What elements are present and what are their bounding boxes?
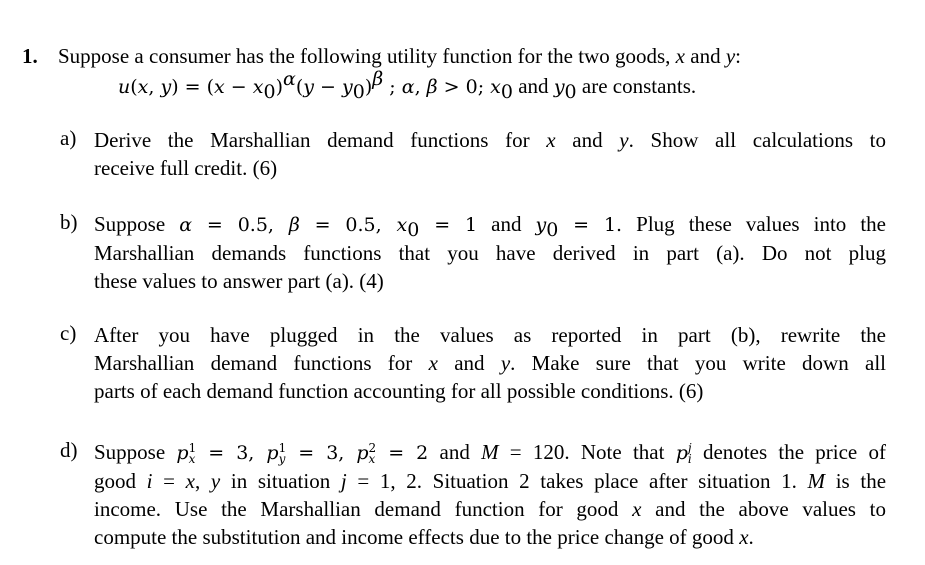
- part-d-label: d): [60, 438, 78, 462]
- question-intro: Suppose a consumer has the following utility function for the two goods, x and y:: [58, 44, 741, 68]
- constants-tail: are constants.: [581, 74, 697, 98]
- part-c-line-1: After you have plugged in the values as reported in part (b), rewrite the: [94, 323, 886, 347]
- part-b-line-3: these values to answer part (a). (4): [94, 269, 384, 293]
- part-d-text: [94, 438, 886, 551]
- part-d-line-3: income. Use the Marshallian demand function for good x and the above values to: [94, 497, 886, 521]
- part-a-line-2: receive full credit. (6): [94, 156, 278, 180]
- part-a-line-1: Derive the Marshallian demand functions for x and y. Show all calculations to: [94, 128, 886, 152]
- part-d-line-2: good i = x, y in situation j = 1, 2. Situation 2 takes place after situation 1. M is the: [94, 469, 887, 493]
- part-c-line-3: parts of each demand function accounting for all possible conditions. (6): [94, 379, 704, 403]
- part-a-label: a): [60, 126, 77, 150]
- utility-function: u(x, $y) = (x - x_0)^\alpha(y - y_0)^\beta$ ; α, β > 0; $x_0$ and $y_0$ are constants.: [118, 68, 697, 104]
- part-c-line-2: Marshallian demand functions for x and y. Make sure that you write down all: [94, 351, 887, 375]
- question-number: 1.: [22, 44, 38, 68]
- part-d-line-4: compute the substitution and income effects due to the price change of good x.: [94, 525, 754, 549]
- part-b-line-1: Suppose α = 0.5, β = 0.5, $x_0 = 1$ and $y_0 = 1$. Plug these values into the: [94, 212, 887, 242]
- part-b-line-2: Marshallian demands functions that you have derived in part (a). Do not plug: [94, 241, 886, 265]
- part-c-text: [94, 321, 886, 405]
- part-b-label: b): [60, 210, 78, 234]
- part-d-line-1: Suppose p 1 x = 3, p 1 y = 3, p 2 x = 2 and M = 120. Note that p j i denotes the price of: [94, 440, 886, 467]
- part-c-label: c): [60, 321, 77, 345]
- part-a-text: [94, 126, 886, 182]
- part-b-text: [94, 210, 886, 295]
